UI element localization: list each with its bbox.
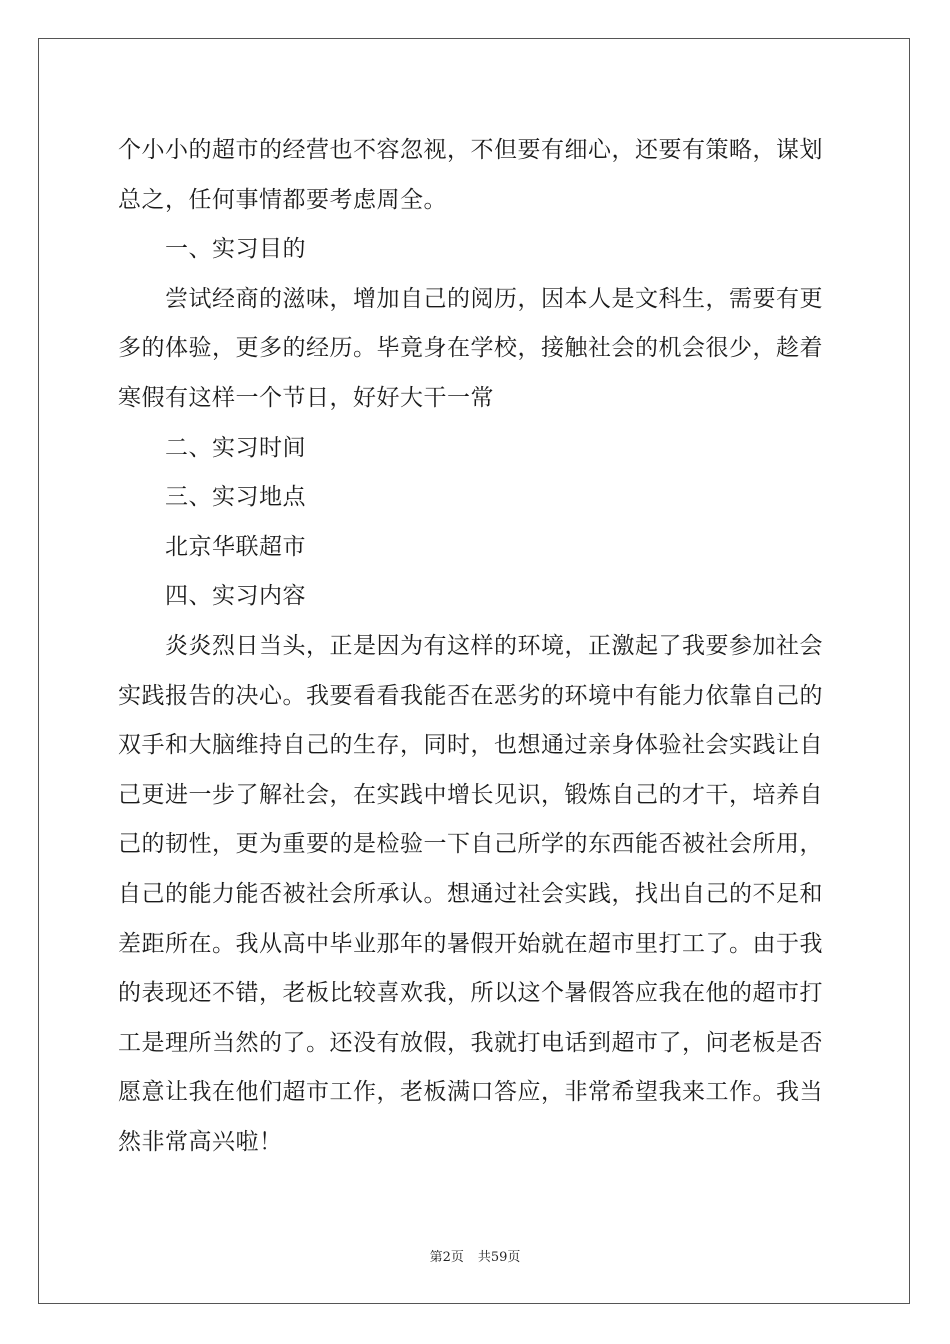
text-line: 双手和大脑维持自己的生存，同时，也想通过亲身体验社会实践让自 xyxy=(118,732,823,759)
page-number: 第2页 xyxy=(429,1250,464,1265)
text-line: 总之，任何事情都要考虑周全。 xyxy=(118,186,447,213)
text-line: 实践报告的决心。我要看看我能否在恶劣的环境中有能力依靠自己的 xyxy=(118,682,823,709)
text-line: 己的韧性，更为重要的是检验一下自己所学的东西能否被社会所用， xyxy=(118,831,823,858)
section-heading: 三、实习地点 xyxy=(165,484,306,511)
section-heading: 二、实习时间 xyxy=(165,434,306,461)
text-line: 自己的能力能否被社会所承认。想通过社会实践，找出自己的不足和 xyxy=(118,880,823,907)
text-line: 愿意让我在他们超市工作，老板满口答应，非常希望我来工作。我当 xyxy=(118,1079,823,1106)
text-line: 北京华联超市 xyxy=(165,533,306,560)
text-line: 多的体验，更多的经历。毕竟身在学校，接触社会的机会很少，趁着 xyxy=(118,335,823,362)
text-line: 个小小的超市的经营也不容忽视，不但要有细心，还要有策略，谋划 xyxy=(118,137,823,163)
text-line: 尝试经商的滋味，增加自己的阅历，因本人是文科生，需要有更 xyxy=(165,285,823,312)
section-heading: 四、实习内容 xyxy=(165,583,306,610)
document-body xyxy=(118,126,834,1167)
text-line: 工是理所当然的了。还没有放假，我就打电话到超市了，问老板是否 xyxy=(118,1029,823,1056)
text-line: 的表现还不错，老板比较喜欢我，所以这个暑假答应我在他的超市打 xyxy=(118,980,823,1007)
text-line: 己更进一步了解社会，在实践中增长见识，锻炼自己的才干，培养自 xyxy=(118,781,823,808)
text-line: 炎炎烈日当头，正是因为有这样的环境，正激起了我要参加社会 xyxy=(165,632,823,659)
page-total: 共59页 xyxy=(477,1250,521,1265)
page-footer xyxy=(0,1246,950,1265)
section-heading: 一、实习目的 xyxy=(165,236,306,263)
text-line: 然非常高兴啦！ xyxy=(118,1128,283,1155)
text-line: 寒假有这样一个节日，好好大干一常 xyxy=(118,384,494,411)
text-line: 差距所在。我从高中毕业那年的暑假开始就在超市里打工了。由于我 xyxy=(118,930,823,957)
